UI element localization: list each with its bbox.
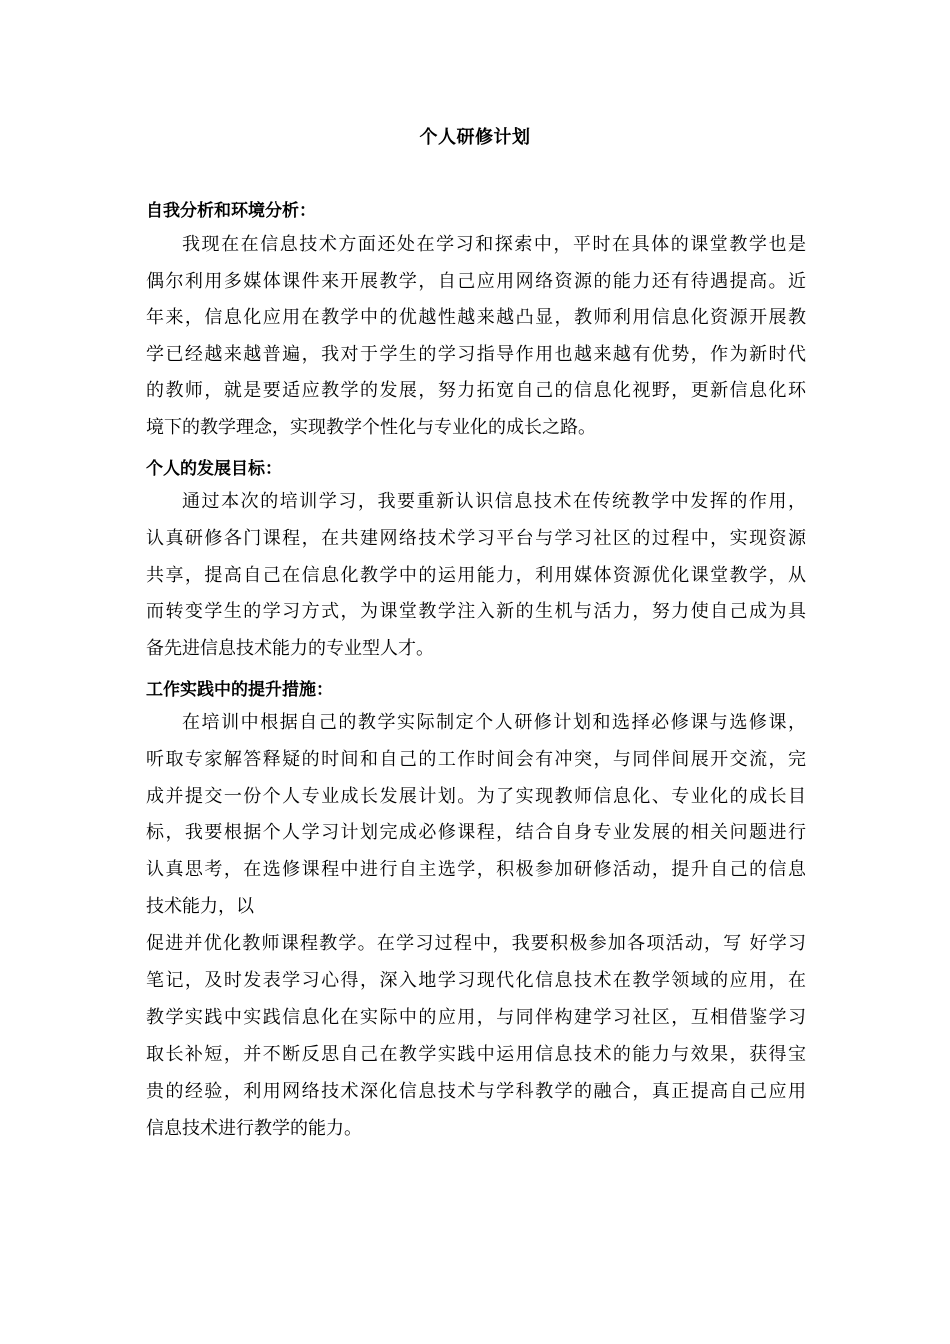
paragraph-line: 的教师，就是要适应教学的发展，努力拓宽自己的信息化视野，更新信息化环 [146,380,806,401]
paragraph-line: 认真思考，在选修课程中进行自主选学，积极参加研修活动，提升自己的信息 [146,859,806,880]
paragraph-line: 偶尔利用多媒体课件来开展教学，自己应用网络资源的能力还有待遇提高。近 [146,271,806,292]
section-heading-self-analysis: 自我分析和环境分析： [146,201,316,221]
paragraph-line: 而转变学生的学习方式，为课堂教学注入新的生机与活力，努力使自己成为具 [146,601,806,622]
paragraph-line: 备先进信息技术能力的专业型人才。 [146,638,434,659]
paragraph-line: 境下的教学理念，实现教学个性化与专业化的成长之路。 [146,417,596,438]
paragraph-line: 学已经越来越普遍，我对于学生的学习指导作用也越来越有优势，作为新时代 [146,344,806,365]
paragraph-line: 我现在在信息技术方面还处在学习和探索中，平时在具体的课堂教学也是 [182,234,806,255]
paragraph-line: 年来，信息化应用在教学中的优越性越来越凸显，教师利用信息化资源开展教 [146,307,806,328]
section-heading-improvement-measures: 工作实践中的提升措施： [146,680,333,700]
paragraph-line: 听取专家解答释疑的时间和自己的工作时间会有冲突，与同伴间展开交流，完 [146,749,806,770]
paragraph-line: 教学实践中实践信息化在实际中的应用，与同伴构建学习社区，互相借鉴学习 [146,1007,806,1028]
paragraph-line: 在培训中根据自己的教学实际制定个人研修计划和选择必修课与选修课， [182,712,806,733]
paragraph-line: 共享，提高自己在信息化教学中的运用能力，利用媒体资源优化课堂教学，从 [146,565,806,586]
paragraph-line: 促进并优化教师课程教学。在学习过程中，我要积极参加各项活动，写 好学习 [146,933,806,954]
paragraph-line: 信息技术进行教学的能力。 [146,1118,362,1139]
paragraph-line: 标，我要根据个人学习计划完成必修课程，结合自身专业发展的相关问题进行 [146,822,806,843]
paragraph-line: 通过本次的培训学习，我要重新认识信息技术在传统教学中发挥的作用， [182,491,806,512]
section-heading-development-goals: 个人的发展目标： [146,459,282,479]
paragraph-line: 成并提交一份个人专业成长发展计划。为了实现教师信息化、专业化的成长目 [146,786,806,807]
paragraph-line: 取长补短，并不断反思自己在教学实践中运用信息技术的能力与效果，获得宝 [146,1044,806,1065]
paragraph-line: 技术能力，以 [146,896,254,917]
paragraph-line: 认真研修各门课程，在共建网络技术学习平台与学习社区的过程中，实现资源 [146,528,806,549]
paragraph-line: 笔记，及时发表学习心得，深入地学习现代化信息技术在教学领域的应用，在 [146,970,806,991]
paragraph-line: 贵的经验，利用网络技术深化信息技术与学科教学的融合，真正提高自己应用 [146,1081,806,1102]
document-title: 个人研修计划 [419,127,531,148]
